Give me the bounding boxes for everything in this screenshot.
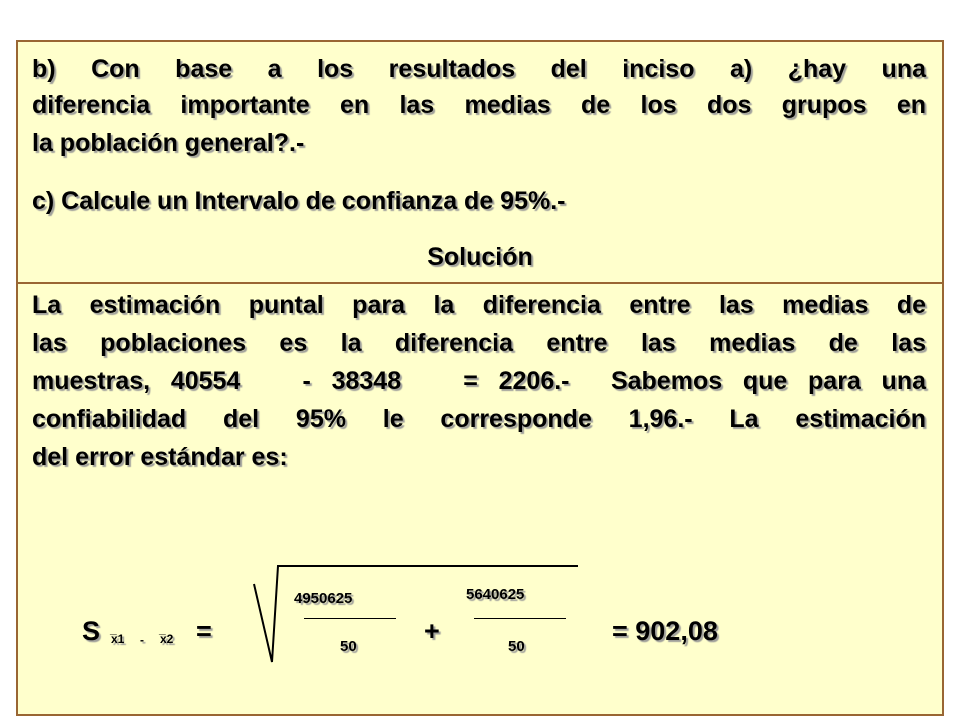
question-b-line-3: la población general?.- [32, 129, 305, 157]
question-b-line-1: b) Con base a los resultados del inciso a) ¿hay una [32, 55, 926, 83]
fraction-1-denominator: 50 [340, 638, 357, 655]
sqrt-sign-icon [250, 560, 590, 670]
fraction-2-numerator: 5640625 [466, 586, 525, 603]
formula-sub2: x2 [160, 632, 174, 646]
question-c: c) Calcule un Intervalo de confianza de 95%.- [32, 187, 566, 215]
solution-heading: Solución [427, 243, 533, 271]
body-line-3: muestras, 40554 - 38348 = 2206.- Sabemos que para una [32, 367, 926, 395]
formula-sub1: x1 [111, 632, 125, 646]
body-line-4: confiabilidad del 95% le corresponde 1,96.- La estimación [32, 405, 926, 433]
body-line-1: La estimación puntal para la diferencia entre las medias de [32, 291, 926, 319]
body-line-2: las poblaciones es la diferencia entre las medias de las [32, 329, 926, 357]
fraction-1-numerator: 4950625 [294, 590, 353, 607]
formula-symbol: S [82, 616, 101, 646]
fraction-1-bar [304, 618, 396, 619]
formula-sub-minus: - [140, 633, 144, 647]
body-line-5: del error estándar es: [32, 443, 288, 471]
xbar-1-bar: _ [110, 622, 117, 636]
formula-equals: = [196, 616, 212, 646]
formula-plus: + [424, 616, 440, 646]
fraction-2-bar [474, 618, 566, 619]
xbar-2-bar: _ [159, 622, 166, 636]
question-b-line-2: diferencia importante en las medias de los dos grupos en [32, 91, 926, 119]
formula-result: = 902,08 [612, 616, 718, 646]
fraction-2-denominator: 50 [508, 638, 525, 655]
